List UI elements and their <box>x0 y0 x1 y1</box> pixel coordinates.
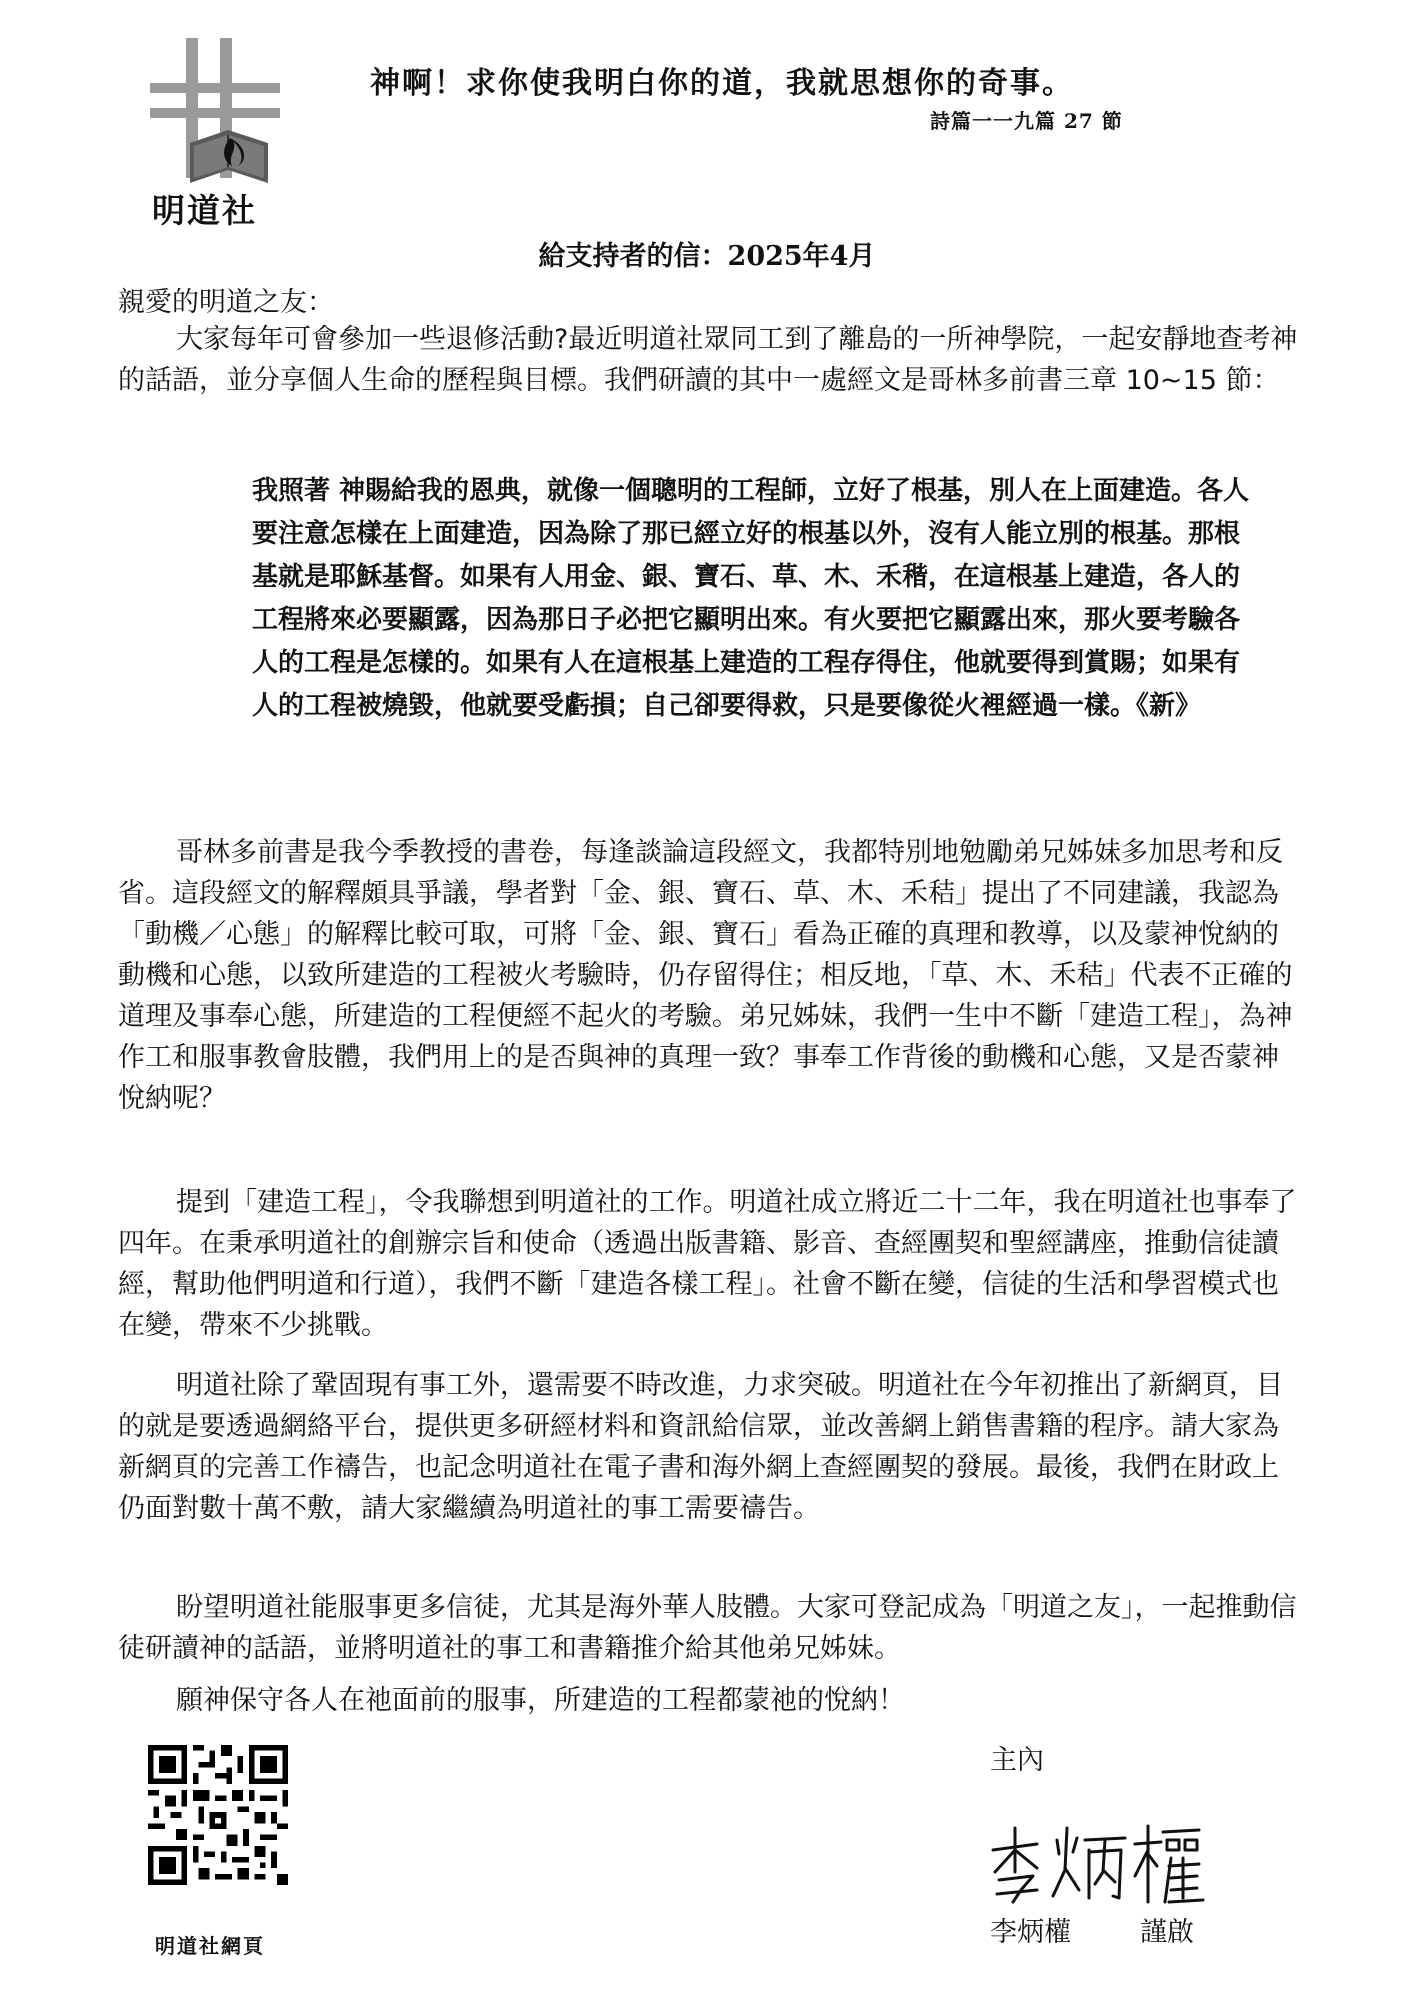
paragraph-hope: 盼望明道社能服事更多信徒，尤其是海外華人肢體。大家可登記成為「明道之友」，一起推動信徒研讀神的話語，並將明道社的事工和書籍推介給其他弟兄姊妹。 <box>118 1592 1297 1664</box>
handwritten-signature <box>985 1810 1205 1910</box>
paragraph-website: 明道社除了鞏固現有事工外，還需要不時改進，力求突破。明道社在今年初推出了新網頁，目的就是要透過網絡平台，提供更多研經材料和資訊給信眾，並改善網上銷售書籍的程序。請大家為新網頁的完善工作禱告，也記念明道社在電子書和海外網上查經團契的發展。最後，我們在財政上仍面對數十萬不敷，請大家繼續為明道社的事工需要禱告。 <box>118 1370 1283 1524</box>
signer-name: 李炳權 <box>990 1917 1071 1948</box>
org-name: 明道社 <box>152 191 257 230</box>
paragraph-ministry: 提到「建造工程」，令我聯想到明道社的工作。明道社成立將近二十二年，我在明道社也事奉了四年。在秉承明道社的創辦宗旨和使命（透過出版書籍、影音、查經團契和聖經講座，推動信徒讀經，幫助他們明道和行道），我們不斷「建造各樣工程」。社會不斷在變，信徒的生活和學習模式也在變，帶來不少挑戰。 <box>118 1187 1297 1341</box>
letter-title: 給支持者的信：2025年4月 <box>538 241 876 272</box>
closing-text: 主內 <box>990 1745 1044 1776</box>
header-motto: 神啊！求你使我明白你的道，我就思想你的奇事。 <box>370 66 1074 101</box>
paragraph-intro: 大家每年可會參加一些退修活動?最近明道社眾同工到了離島的一所神學院，一起安靜地查考神的話語，並分享個人生命的歷程與目標。我們研讀的其中一處經文是哥林多前書三章 10~15 節： <box>118 324 1298 396</box>
qr-code[interactable] <box>148 1745 288 1885</box>
paragraph-explanation: 哥林多前書是我今季教授的書卷，每逢談論這段經文，我都特別地勉勵弟兄姊妹多加思考和反省。這段經文的解釋頗具爭議，學者對「金、銀、寶石、草、木、禾秸」提出了不同建議，我認為「動機／心態」的解釋比較可取，可將「金、銀、寶石」看為正確的真理和教導，以及蒙神悅納的動機和心態，以致所建造的工程被火考驗時，仍存留得住；相反地，「草、木、禾秸」代表不正確的道理及事奉心態，所建造的工程便經不起火的考驗。弟兄姊妹，我們一生中不斷「建造工程」，為神作工和服事教會肢體，我們用上的是否與神的真理一致？事奉工作背後的動機和心態，又是否蒙神悅納呢？ <box>118 837 1293 1114</box>
motto-reference: 詩篇一一九篇 27 節 <box>930 109 1123 133</box>
qr-label: 明道社網頁 <box>155 1934 265 1958</box>
scripture-quote: 我照著 神賜給我的恩典，就像一個聰明的工程師，立好了根基，別人在上面建造。各人要注意怎樣在上面建造，因為除了那已經立好的根基以外，沒有人能立別的根基。那根基就是耶穌基督。如果有人用金、銀、寶石、草、木、禾稭，在這根基上建造，各人的工程將來必要顯露，因為那日子必把它顯明出來。有火要把它顯露出來，那火要考驗各人的工程是怎樣的。如果有人在這根基上建造的工程存得住，他就要得到賞賜；如果有人的工程被燒毀，他就要受虧損；自己卻要得救，只是要像從火裡經過一樣。《新》 <box>252 476 1250 721</box>
salutation: 親愛的明道之友： <box>118 287 334 318</box>
paragraph-blessing: 願神保守各人在祂面前的服事，所建造的工程都蒙祂的悅納！ <box>176 1685 905 1716</box>
closing-word: 謹啟 <box>1140 1917 1194 1948</box>
